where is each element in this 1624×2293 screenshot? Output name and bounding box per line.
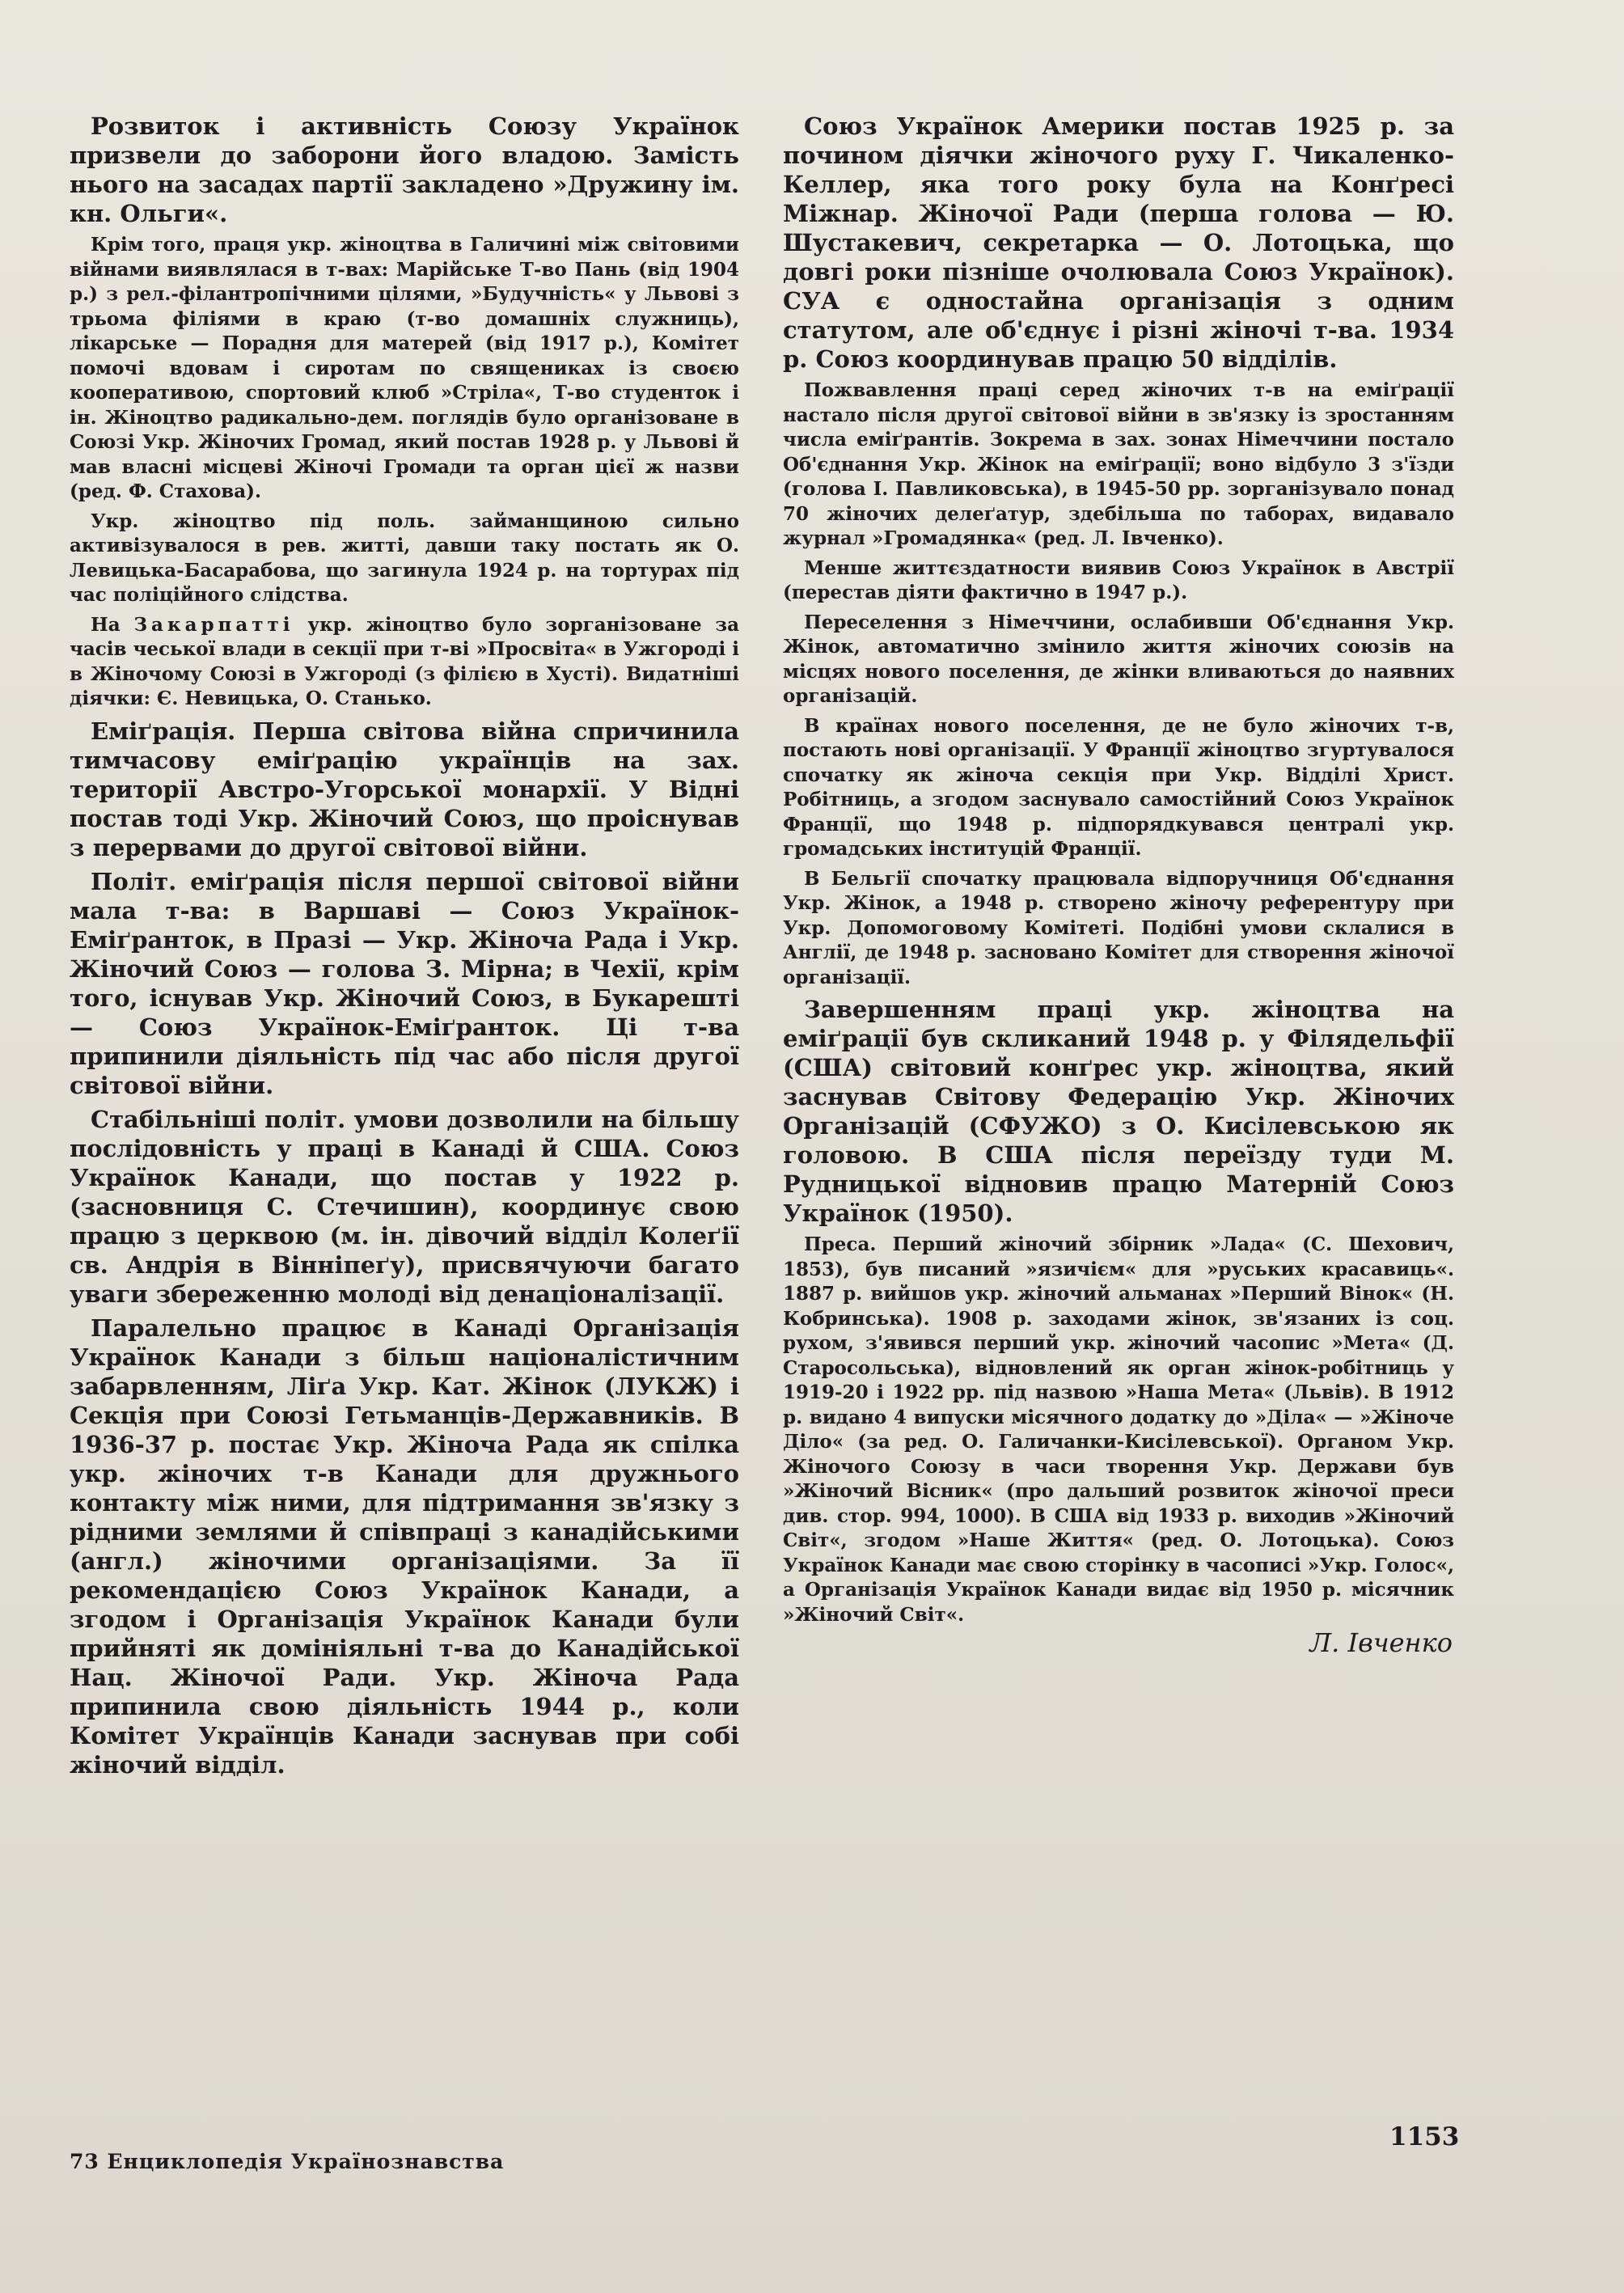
paragraph: Стабільніші політ. умови дозволили на більшу послідовність у праці в Канаді й США. Союз Українок Канади, що постав у 1922 р. (засновниця С. Стечишин), координує свою працю з церквою (м. ін. дівочий відділ Колеґії св. Андрія в Вінніпеґу), присвячуючи багато уваги збереженню молоді від денаціоналізації. bbox=[70, 1105, 739, 1308]
spaced-term: Закарпатті bbox=[133, 613, 294, 636]
paragraph: В країнах нового поселення, де не було жіночих т-в, постають нові організації. У Франції жіноцтво згуртувалося спочатку як жіноча секція при Укр. Відділі Христ. Робітниць, а згодом заснувало самостійний Союз Українок Франції, що 1948 р. підпорядкувався централі укр. громадських інституцій Франції. bbox=[783, 714, 1454, 860]
paragraph-text: укр. жіноцтво було зорганізоване за часів чеської влади в секції при т-ві »Просвіта« в Ужгороді і в Жіночому Союзі в Ужгороді (з філією в Хусті). Видатніші діячки: Є. Невицька, О. Станько. bbox=[70, 613, 739, 709]
paragraph: Паралельно працює в Канаді Організація Українок Канади з більш націоналістичним забарвленням, Ліґа Укр. Кат. Жінок (ЛУКЖ) і Секція при Союзі Гетьманців-Державників. В 1936-37 р. постає Укр. Жіноча Рада як спілка укр. жіночих т-в Канади для дружнього контакту між ними, для підтримання зв'язку з рідними землями й співпраці з канадійськими (англ.) жіночими організаціями. За її рекомендацією Союз Українок Канади, а згодом і Організація Українок Канади були прийняті як домініяльні т-ва до Канадійської Нац. Жіночої Ради. Укр. Жіноча Рада припинила свою діяльність 1944 р., коли Комітет Українців Канади заснував при собі жіночий відділ. bbox=[70, 1314, 739, 1779]
paragraph-text: Перша світова війна спричинила тимчасову еміґрацію українців на зах. території Австро-Угорської монархії. У Відні постав тоді Укр. Жіночий Союз, що проіснував з перервами до другої світової війни. bbox=[70, 717, 739, 861]
right-column bbox=[783, 112, 1454, 1663]
paragraph: Політ. еміґрація після першої світової війни мала т-ва: в Варшаві — Союз Українок-Еміґранток, в Празі — Укр. Жіноча Рада і Укр. Жіночий Союз — голова З. Мірна; в Чехії, крім того, існував Укр. Жіночий Союз, в Букарешті — Союз Українок-Еміґранток. Ці т-ва припинили діяльність під час або після другої світової війни. bbox=[70, 867, 739, 1099]
author-signature: Л. Івченко bbox=[1309, 1627, 1453, 1658]
paragraph: Розвиток і активність Союзу Українок призвели до заборони його владою. Замість нього на засадах партії закладено »Дружину ім. кн. Ольги«. bbox=[70, 112, 739, 227]
footer-signature-mark: 73 Енциклопедія Українознавства bbox=[70, 2150, 505, 2173]
paragraph: Пожвавлення праці серед жіночих т-в на еміґрації настало після другої світової війни в зв'язку із зростанням числа еміґрантів. Зокрема в зах. зонах Німеччини постало Об'єднання Укр. Жінок на еміґрації; воно відбуло 3 з'їзди (голова І. Павликовська), в 1945-50 рр. зорганізувало понад 70 жіночих делеґатур, здебільша по таборах, видавало журнал »Громадянка« (ред. Л. Івченко). bbox=[783, 379, 1454, 549]
paragraph: Укр. жіноцтво під поль. займанщиною сильно активізувалося в рев. житті, давши таку постать як О. Левицька-Басарабова, що загинула 1924 р. на тортурах під час поліційного слідства. bbox=[70, 510, 739, 606]
paragraph: Переселення з Німеччини, ослабивши Об'єднання Укр. Жінок, автоматично змінило життя жіночих союзів на місцях нового поселення, де жінки вливаються до наявних організацій. bbox=[783, 611, 1454, 707]
section-paragraph bbox=[70, 717, 739, 862]
left-column bbox=[70, 112, 739, 1784]
section-heading: Еміґрація. bbox=[91, 717, 236, 745]
page-number: 1153 bbox=[1389, 2122, 1460, 2151]
paragraph: Крім того, праця укр. жіноцтва в Галичині між світовими війнами виявлялася в т-вах: Марійське Т-во Пань (від 1904 р.) з рел.-філантропічними цілями, »Будучність« у Львові з трьома філіями в краю (т-во домашніх служниць), лікарське — Порадня для матерей (від 1917 р.), Комітет помочі вдовам і сиротам по священиках із своєю кооперативою, спортовий клюб »Стріла«, Т-во студенток і ін. Жіноцтво радикально-дем. поглядів було організоване в Союзі Укр. Жіночих Громад, який постав 1928 р. у Львові й мав власні місцеві Жіночі Громади та орган цієї ж назви (ред. Ф. Стахова). bbox=[70, 234, 739, 502]
section-paragraph bbox=[783, 1233, 1454, 1627]
paragraph: В Бельгії спочатку працювала відпоручниця Об'єднання Укр. Жінок, а 1948 р. створено жіночу референтуру при Укр. Допомоговому Комітеті. Подібні умови склалися в Англії, де 1948 р. засновано Комітет для створення жіночої організації. bbox=[783, 867, 1454, 988]
paragraph-prefix: На bbox=[91, 613, 134, 636]
paragraph bbox=[70, 613, 739, 712]
paragraph-text: Перший жіночий збірник »Лада« (С. Шехович, 1853), був писаний »язичієм« для »руських красавиць«. 1887 р. вийшов укр. жіночий альманах »Перший Вінок« (Н. Кобринська). 1908 р. заходами жінок, зв'язаних із соц. рухом, з'явився перший укр. жіночий часопис »Мета« (Д. Старосольська), відновлений як орган жінок-робітниць у 1919-20 і 1922 рр. під назвою »Наша Мета« (Львів). В 1912 р. видано 4 випуски місячного додатку до »Діла« — »Жіноче Діло« (за ред. О. Галичанки-Кисілевської). Органом Укр. Жіночого Союзу в часи творення Укр. Держави був »Жіночий Вісник« (про дальший розвиток жіночої преси див. стор. 994, 1000). В США від 1933 р. виходив »Жіночий Світ«, згодом »Наше Життя« (ред. О. Лотоцька). Союз Українок Канади має свою сторінку в часописі »Укр. Голос«, а Організація Українок Канади видає від 1950 р. місячник »Жіночий Світ«. bbox=[783, 1233, 1454, 1626]
section-heading: Преса. bbox=[804, 1233, 877, 1255]
paragraph: Союз Українок Америки постав 1925 р. за почином діячки жіночого руху Г. Чикаленко-Келлер, яка того року була на Конґресі Міжнар. Жіночої Ради (перша голова — Ю. Шустакевич, секретарка — О. Лотоцька, що довгі роки пізніше очолювала Союз Українок). СУА є одностайна організація з одним статутом, але об'єднує і різні жіночі т-ва. 1934 р. Союз координував працю 50 відділів. bbox=[783, 112, 1454, 373]
paragraph: Завершенням праці укр. жіноцтва на еміґрації був скликаний 1948 р. у Філядельфії (США) світовий конґрес укр. жіноцтва, який заснував Світову Федерацію Укр. Жіночих Організацій (СФУЖО) з О. Кисілевською як головою. В США після переїзду туди М. Рудницької відновив працю Матерній Союз Українок (1950). bbox=[783, 996, 1454, 1227]
paragraph: Менше життєздатности виявив Союз Українок в Австрії (перестав діяти фактично в 1947 р.). bbox=[783, 556, 1454, 603]
